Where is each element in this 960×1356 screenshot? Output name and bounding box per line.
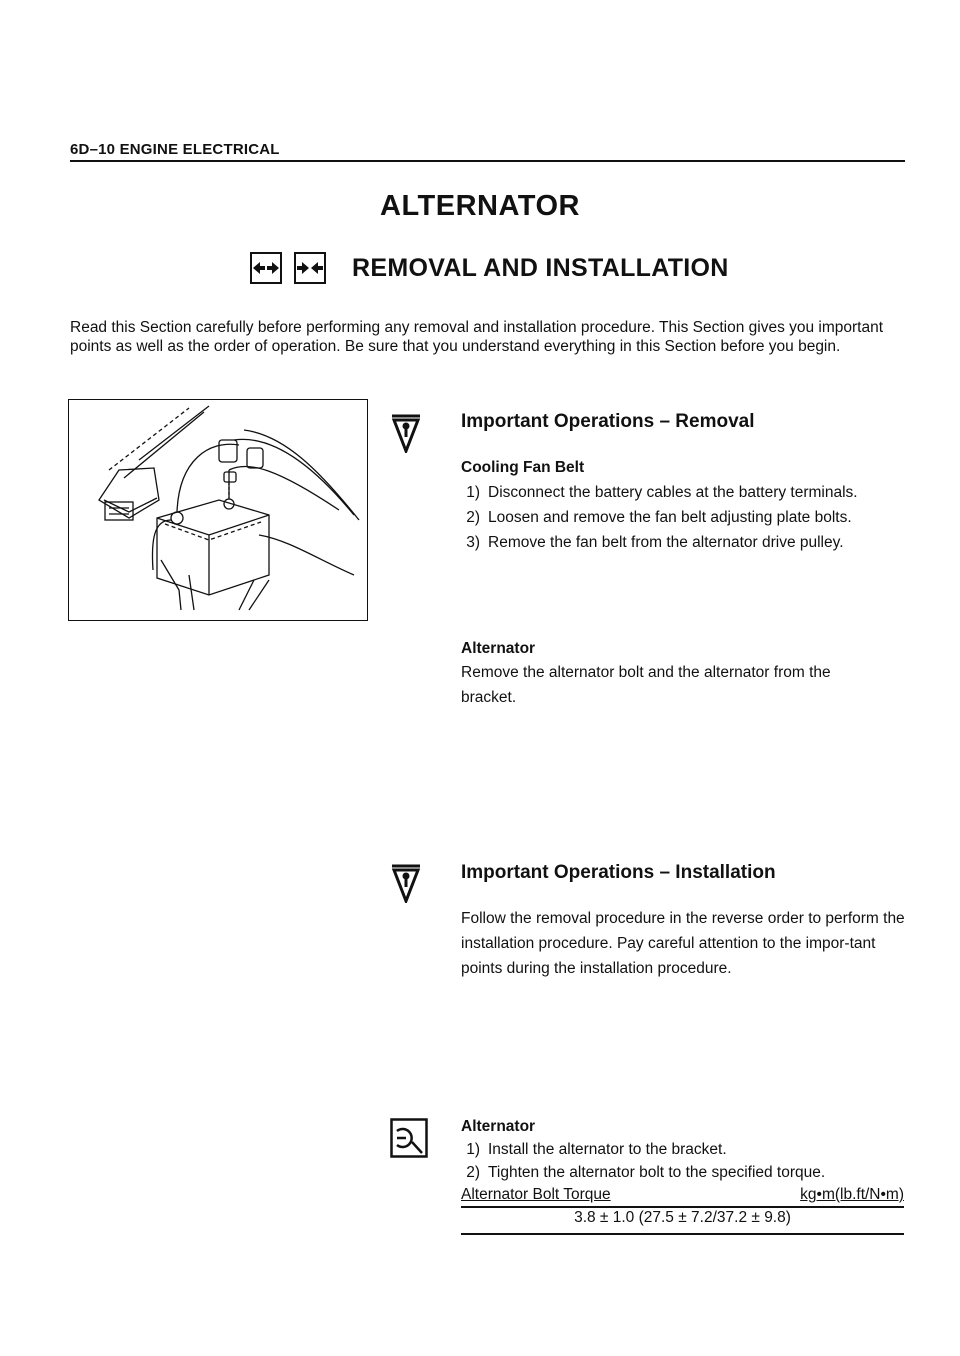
fan-belt-title: Cooling Fan Belt — [461, 459, 585, 476]
removal-heading: Important Operations – Removal — [461, 411, 755, 432]
torque-wrench-icon — [390, 1118, 428, 1158]
battery-illustration — [68, 399, 368, 621]
list-item: 1) Disconnect the battery cables at the battery terminals. — [466, 484, 858, 501]
removal-icon — [250, 252, 282, 284]
header-rule — [70, 160, 905, 162]
alternator-removal-title: Alternator — [461, 640, 536, 657]
caution-triangle-icon — [390, 413, 422, 453]
list-item: 1) Install the alternator to the bracket. — [466, 1141, 727, 1158]
torque-spec-row — [461, 1186, 904, 1204]
section-title: ALTERNATOR — [380, 190, 580, 222]
installation-text: Follow the removal procedure in the reverse order to perform the installation procedure. Pay careful attention to the impor-tant points during the installation procedure. — [461, 910, 905, 977]
alternator-removal-text: Remove the alternator bolt and the alternator from the bracket. — [461, 664, 831, 706]
subtitle-row — [250, 252, 729, 284]
torque-value: 3.8 ± 1.0 (27.5 ± 7.2/37.2 ± 9.8) — [574, 1209, 791, 1226]
torque-label: Alternator Bolt Torque — [461, 1186, 611, 1203]
installation-icon — [294, 252, 326, 284]
list-item: 3) Remove the fan belt from the alternator drive pulley. — [466, 534, 844, 551]
installation-heading: Important Operations – Installation — [461, 862, 776, 883]
install-step-2: 2) Tighten the alternator bolt to the specified torque. — [466, 1164, 826, 1181]
torque-unit: kg•m(lb.ft/N•m) — [800, 1186, 904, 1203]
alternator-install-title: Alternator — [461, 1118, 536, 1135]
install-step-2-row — [454, 1138, 904, 1160]
torque-rule-top — [461, 1206, 904, 1208]
intro-paragraph: Read this Section carefully before performing any removal and installation procedure. This Section gives you important points as well as the order of operation. Be sure that you understand everything in this Section before you begin. — [70, 319, 884, 355]
page-header: 6D–10 ENGINE ELECTRICAL — [70, 141, 280, 158]
list-item: 2) Loosen and remove the fan belt adjusting plate bolts. — [466, 509, 852, 526]
torque-rule-bottom — [461, 1233, 904, 1235]
fan-belt-steps — [454, 480, 904, 555]
section-subtitle: REMOVAL AND INSTALLATION — [352, 253, 729, 282]
caution-triangle-icon — [390, 863, 422, 903]
